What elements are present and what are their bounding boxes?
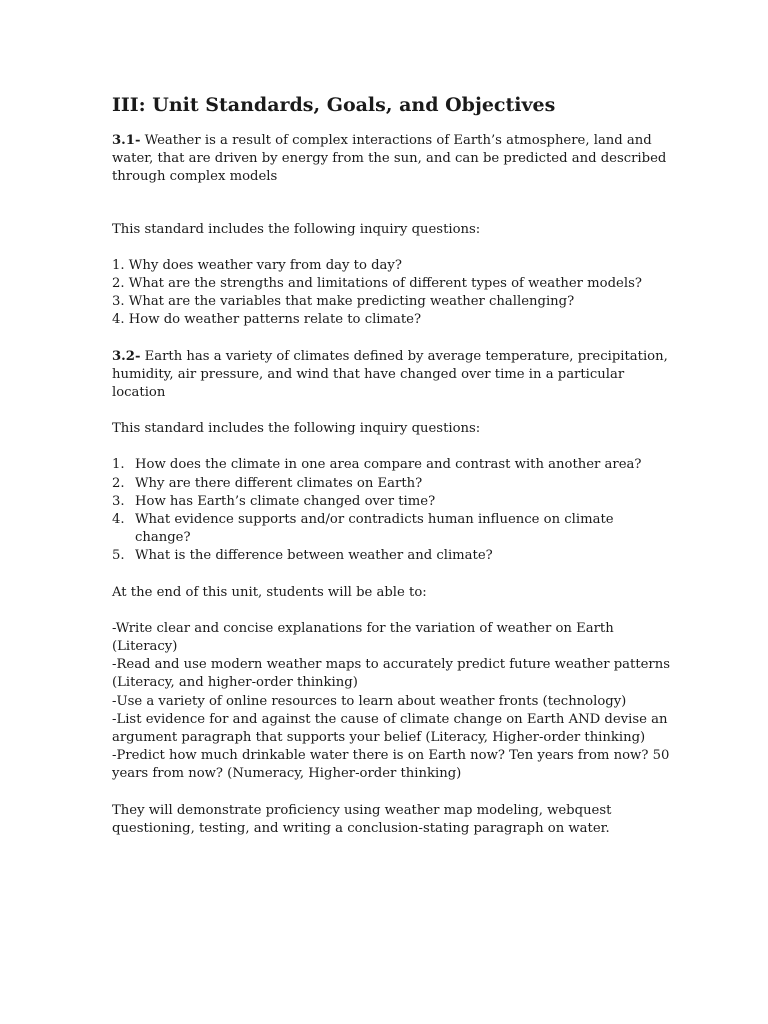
list-item: 5. What is the difference between weather and climate? [112,548,493,564]
standard-3-1-text: Weather is a result of complex interactions of Earth’s atmosphere, land and water, that are driven by energy from the sun, and can be predicted and described through complex models [112,133,667,185]
standard-3-1-questions [112,257,672,330]
list-item: -Predict how much drinkable water there is on Earth now? Ten years from now? 50 years from now? (Numeracy, Higher-order thinking) [112,748,670,782]
list-item: 3. What are the variables that make predicting weather challenging? [112,294,575,310]
list-item: 4. How do weather patterns relate to climate? [112,312,422,328]
standard-3-2 [112,348,672,403]
standard-3-2-questions [112,456,672,565]
standard-3-2-text: Earth has a variety of climates defined by average temperature, precipitation, humidity, air pressure, and wind that have changed over time in a particular location [112,348,668,401]
list-item: 2. Why are there different climates on Earth? [112,475,423,491]
list-item: 4. What evidence supports and/or contradicts human influence on climate change? [112,512,614,546]
standard-3-1-intro: This standard includes the following inquiry questions: [112,221,481,237]
standard-3-1-label: 3.1- [112,133,141,148]
standard-3-2-label: 3.2- [112,348,141,364]
document-page [112,92,672,838]
standard-3-2-intro: This standard includes the following inquiry questions: [112,421,481,437]
list-item: -Read and use modern weather maps to accurately predict future weather patterns (Literacy, and higher-order thinking) [112,657,670,691]
objectives-intro: At the end of this unit, students will be able to: [112,584,427,600]
objectives-list [112,620,672,784]
list-item: 2. What are the strengths and limitations of different types of weather models? [112,276,642,292]
section-heading: III: Unit Standards, Goals, and Objectives [112,94,556,116]
list-item: 1. How does the climate in one area compare and contrast with another area? [112,457,642,473]
list-item: 3. How has Earth’s climate changed over time? [112,493,436,509]
list-item: -List evidence for and against the cause of climate change on Earth AND devise an argument paragraph that supports your belief (Literacy, Higher-order thinking) [112,711,668,746]
list-item: 1. Why does weather vary from day to day? [112,257,402,273]
list-item: -Use a variety of online resources to learn about weather fronts (technology) [112,693,627,709]
list-item: -Write clear and concise explanations for the variation of weather on Earth (Literacy) [112,620,614,655]
standard-3-1 [112,132,672,187]
closing-paragraph: They will demonstrate proficiency using weather map modeling, webquest questioning, testing, and writing a conclusion-stating paragraph on water. [112,802,612,836]
